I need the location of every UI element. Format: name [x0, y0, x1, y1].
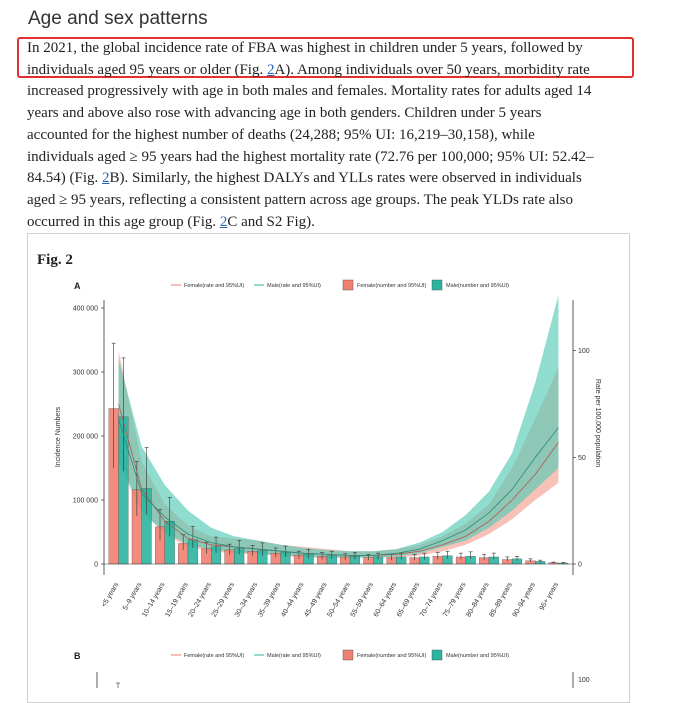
x-tick-label: 60–64 years [372, 581, 399, 619]
y-tick-label: 200 000 [72, 433, 98, 441]
figure-link[interactable]: 2 [102, 170, 110, 187]
x-tick-label: 70–74 years [419, 581, 445, 619]
legend-female-rate-label: Female(rate and 95%UI) [184, 283, 245, 289]
figure-label: Fig. 2 [37, 252, 73, 268]
x-tick-label: 10–14 years [141, 581, 167, 619]
y-tick-label: 300 000 [72, 369, 98, 377]
x-tick-label: 75–79 years [442, 581, 468, 619]
paragraph-line [27, 103, 645, 125]
x-tick-label: 55–59 years [349, 581, 375, 619]
y2-tick-label: 100 [578, 348, 590, 356]
x-tick-label: 40–44 years [280, 581, 306, 619]
paragraph-text: occurred in this age group (Fig. [27, 213, 220, 230]
x-tick-label: 15–19 years [164, 581, 190, 619]
figure-link[interactable]: 2 [266, 61, 275, 78]
y2-tick-label: 0 [578, 561, 582, 569]
y-tick-label: 400 000 [72, 305, 98, 313]
paragraph-line [27, 38, 645, 60]
paragraph-line [27, 212, 645, 234]
paragraph-text: B). Similarly, the highest DALYs and YLLs rates were observed in individuals [109, 170, 582, 187]
paragraph-text: increased progressively with age in both males and females. Mortality rates for adults aged 14 [27, 83, 592, 100]
y2-tick-label: 50 [578, 454, 586, 462]
paragraph-text: In 2021, the global incidence rate of FBA was highest in children under 5 years, followed by [27, 40, 583, 56]
paragraph-line [27, 147, 645, 169]
x-tick-label: 85–89 years [488, 581, 514, 619]
paragraph-text: individuals aged ≥ 95 years had the highest mortality rate (72.76 per 100,000; 95% UI: 52.42– [27, 148, 594, 165]
paragraph-text: years and above also rose with advancing age in both genders. Children under 5 years [27, 105, 542, 122]
panel-a-label: A [74, 281, 81, 291]
legend-male-number-label: Male(number and 95%UI) [446, 283, 509, 289]
figure-frame [27, 233, 630, 703]
x-tick-label: <5 years [100, 581, 121, 609]
y2-axis-title: Rate per 100,000 population [594, 378, 601, 468]
legend-male-rate-label: Male(rate and 95%UI) [267, 283, 321, 289]
y-tick-label: 100 000 [72, 497, 98, 505]
legend-male-number-label: Male(number and 95%UI) [446, 653, 509, 659]
figure-link[interactable]: 2 [219, 213, 228, 230]
panel-b-label: B [74, 651, 81, 661]
paragraph-text: A). Among individuals over 50 years, morbidity rate [274, 61, 590, 78]
legend-male-rate-label: Male(rate and 95%UI) [267, 653, 321, 659]
paragraph-text: aged ≥ 95 years, reflecting a consistent pattern across age groups. The peak YLDs rate also [27, 191, 573, 208]
x-tick-label: 50–54 years [326, 581, 352, 619]
x-tick-label: 65–69 years [395, 581, 422, 619]
legend-female-number-label: Female(number and 95%UI) [357, 653, 427, 659]
paragraph-line [27, 190, 645, 212]
x-tick-label: 90–94 years [511, 581, 538, 619]
body-paragraph [27, 38, 645, 233]
paragraph-line [27, 60, 645, 82]
y-axis-title: Incidence Numbers [55, 406, 62, 468]
legend-female-rate-label: Female(rate and 95%UI) [184, 653, 245, 659]
x-tick-label: 45–49 years [303, 581, 329, 619]
x-tick-label: 25–29 years [210, 581, 237, 619]
x-tick-label: 35–39 years [257, 581, 283, 619]
paragraph-line [27, 125, 645, 147]
paragraph-text: individuals aged 95 years or older (Fig. [27, 61, 267, 78]
x-tick-label: 95+ years [538, 581, 561, 612]
x-tick-label: 80–84 years [465, 581, 491, 619]
paragraph-text: 84.54) (Fig. [27, 170, 102, 187]
x-tick-label: 30–34 years [233, 581, 260, 619]
legend-female-number-label: Female(number and 95%UI) [357, 283, 427, 289]
section-title: Age and sex patterns [28, 8, 208, 29]
paragraph-text: accounted for the highest number of deaths (24,288; 95% UI: 16,219–30,158), while [27, 126, 535, 143]
panel-b-y2-tick: 100 [578, 677, 590, 684]
paragraph-text: C and S2 Fig). [227, 213, 315, 230]
paragraph-line [27, 168, 645, 190]
x-tick-label: 20–24 years [187, 581, 213, 619]
x-tick-label: 5–9 years [122, 581, 144, 612]
y-tick-label: 0 [94, 561, 98, 569]
paragraph-line [27, 81, 645, 103]
